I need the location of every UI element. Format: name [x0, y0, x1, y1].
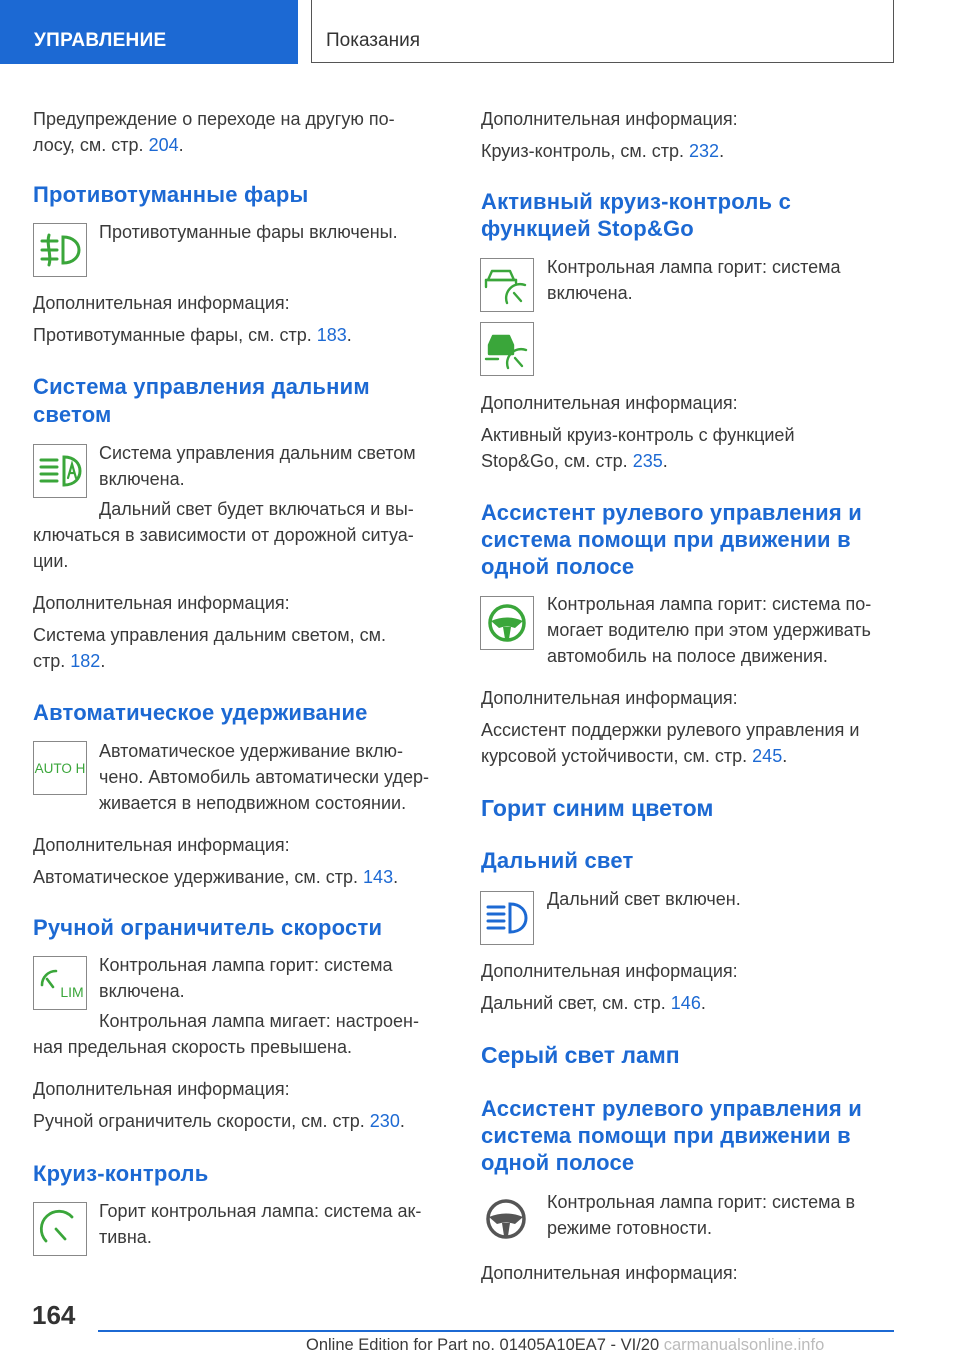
gray-heading: Серый свет ламп	[481, 1042, 680, 1068]
acc-title-1: Активный круиз-контроль с	[481, 189, 792, 214]
svg-text:LIM: LIM	[60, 984, 84, 1000]
high-beam-blue-icon	[480, 891, 534, 945]
hold-title: Автоматическое удерживание	[33, 700, 368, 725]
lim-ref: Ручной ограничитель скорости, см. стр. 230.	[33, 1111, 405, 1131]
hold-text-3: живается в неподвижном состоянии.	[99, 793, 407, 813]
steer-title-3: одной полосе	[481, 554, 635, 579]
intro-text: Предупреждение о переходе на другую по-	[33, 109, 395, 129]
hold-more: Дополнительная информация:	[33, 835, 290, 855]
page-link[interactable]: 232	[689, 141, 720, 161]
steer-ref-2: курсовой устойчивости, см. стр. 245.	[481, 746, 788, 766]
blue-heading: Горит синим цветом	[481, 795, 714, 821]
page-link[interactable]: 183	[316, 325, 347, 345]
beam-ref-2: стр. 182.	[33, 651, 106, 671]
hold-text-1: Автоматическое удерживание вклю-	[99, 741, 404, 761]
beam-more: Дополнительная информация:	[33, 593, 290, 613]
beam-title-2: светом	[33, 402, 112, 427]
section-title: УПРАВЛЕНИЕ	[34, 30, 167, 51]
hold-ref: Автоматическое удерживание, см. стр. 143.	[33, 867, 399, 887]
gray-more: Дополнительная информация:	[481, 1263, 738, 1283]
fog-text: Противотуманные фары включены.	[99, 222, 398, 242]
acc-text-2: включена.	[547, 283, 633, 303]
acc-text-1: Контрольная лампа горит: система	[547, 257, 841, 277]
acc-more: Дополнительная информация:	[481, 393, 738, 413]
acc-ref-2: Stop&Go, см. стр. 235.	[481, 451, 668, 471]
lim-text-3: Контрольная лампа мигает: настроен-	[99, 1011, 419, 1031]
acc-outline-car-icon	[480, 258, 534, 312]
intro-ref: лосу, см. стр. 204.	[33, 135, 184, 155]
speed-limiter-icon	[33, 956, 87, 1010]
steer-ref-1: Ассистент поддержки рулевого управления и	[481, 720, 860, 740]
steer-text-2: могает водителю при этом удерживать	[547, 620, 871, 640]
page-link[interactable]: 235	[632, 451, 663, 471]
gray-sub-1: Ассистент рулевого управления и	[481, 1096, 862, 1121]
cruise-text-1: Горит контрольная лампа: система ак-	[99, 1201, 422, 1221]
beam-text-1: Система управления дальним светом	[99, 443, 416, 463]
cruise-ref: Круиз-контроль, см. стр. 232.	[481, 141, 725, 161]
page-link[interactable]: 182	[70, 651, 101, 671]
page-number: 164	[32, 1300, 76, 1330]
beam-text-2: включена.	[99, 469, 185, 489]
gray-text-1: Контрольная лампа горит: система в	[547, 1192, 856, 1212]
lim-text-4: ная предельная скорость превышена.	[33, 1037, 352, 1057]
beam-ref-1: Система управления дальним светом, см.	[33, 625, 387, 645]
lim-more: Дополнительная информация:	[33, 1079, 290, 1099]
high-beam-assist-icon	[33, 444, 87, 498]
acc-ref-1: Активный круиз-контроль с функцией	[481, 425, 795, 445]
fog-more: Дополнительная информация:	[33, 293, 290, 313]
watermark: carmanualsonline.info	[663, 1336, 825, 1354]
fog-title: Противотуманные фары	[33, 182, 309, 207]
page-link[interactable]: 245	[752, 746, 783, 766]
beam-text-4: ключаться в зависимости от дорожной ситуа-	[33, 525, 414, 545]
beam-text-5: ции.	[33, 551, 69, 571]
page-link[interactable]: 204	[148, 135, 179, 155]
gray-text-2: режиме готовности.	[547, 1218, 712, 1238]
blue-subheading: Дальний свет	[481, 848, 634, 873]
lim-title: Ручной ограничитель скорости	[33, 915, 383, 940]
beam-title-1: Система управления дальним	[33, 374, 370, 399]
lim-text-1: Контрольная лампа горит: система	[99, 955, 393, 975]
steer-title-2: система помощи при движении в	[481, 527, 851, 552]
footer-divider	[98, 1330, 894, 1332]
steering-wheel-gray-icon	[480, 1193, 534, 1247]
hold-text-2: чено. Автомобиль автоматически удер-	[99, 767, 429, 787]
cruise-title: Круиз-контроль	[33, 1161, 209, 1186]
section-tab	[0, 0, 298, 64]
page-link[interactable]: 230	[369, 1111, 400, 1131]
cruise-more: Дополнительная информация:	[481, 109, 738, 129]
fog-light-icon	[33, 223, 87, 277]
cruise-text-2: тивна.	[99, 1227, 152, 1247]
cruise-control-icon	[33, 1202, 87, 1256]
fog-ref: Противотуманные фары, см. стр. 183.	[33, 325, 352, 345]
subsection-title: Показания	[326, 30, 420, 51]
steering-wheel-green-icon	[480, 596, 534, 650]
gray-sub-2: система помощи при движении в	[481, 1123, 851, 1148]
acc-filled-car-icon	[480, 322, 534, 376]
beam-text-3: Дальний свет будет включаться и вы-	[99, 499, 414, 519]
steer-text-1: Контрольная лампа горит: система по-	[547, 594, 872, 614]
svg-text:AUTO H: AUTO H	[34, 761, 86, 776]
steer-title-1: Ассистент рулевого управления и	[481, 500, 862, 525]
steer-more: Дополнительная информация:	[481, 688, 738, 708]
blue-more: Дополнительная информация:	[481, 961, 738, 981]
footer-edition: Online Edition for Part no. 01405A10EA7 - VI/20 carmanualsonline.info	[306, 1336, 825, 1354]
blue-ref: Дальний свет, см. стр. 146.	[481, 993, 706, 1013]
page-link[interactable]: 143	[363, 867, 394, 887]
gray-sub-3: одной полосе	[481, 1150, 635, 1175]
steer-text-3: автомобиль на полосе движения.	[547, 646, 828, 666]
page-link[interactable]: 146	[670, 993, 701, 1013]
blue-text: Дальний свет включен.	[547, 889, 741, 909]
subsection-tab	[311, 0, 894, 63]
auto-hold-icon	[33, 741, 87, 795]
lim-text-2: включена.	[99, 981, 185, 1001]
acc-title-2: функцией Stop&Go	[481, 216, 694, 241]
